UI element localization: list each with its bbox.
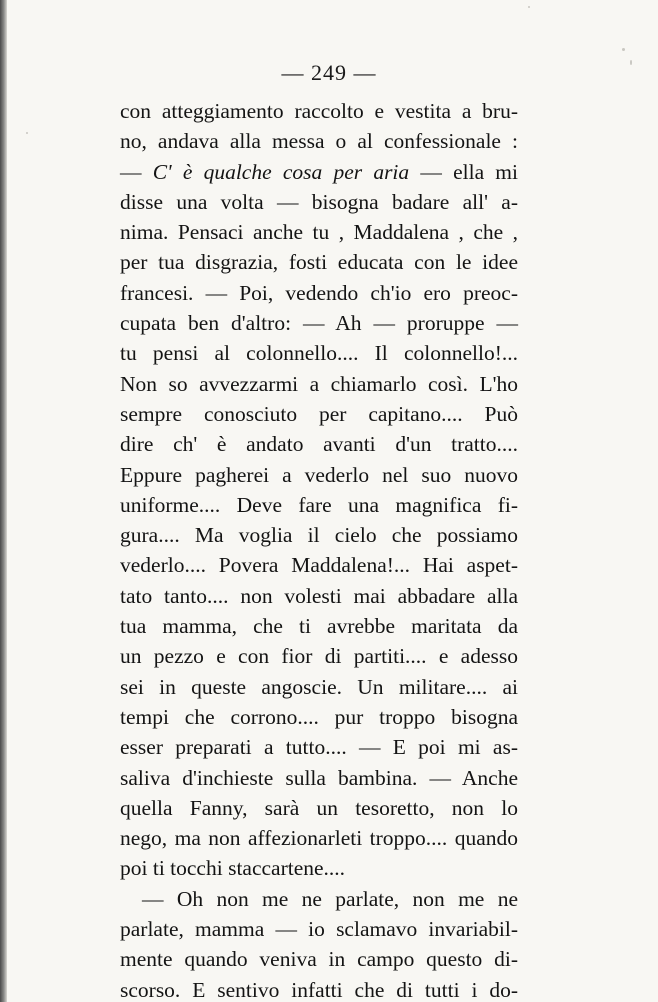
text-line: sei in queste angoscie. Un militare.... ai (120, 674, 518, 699)
text-line: Eppure pagherei a vederlo nel suo nuovo (120, 462, 518, 487)
body-text (120, 96, 518, 1002)
text-line: mente quando veniva in campo questo di- (120, 947, 518, 972)
text-line-paragraph-end: poi ti tocchi staccartene.... (120, 856, 346, 881)
page-number: — 249 — (281, 60, 377, 85)
text-line: tato tanto.... non volesti mai abbadare alla (120, 583, 518, 608)
paper-speck (622, 48, 625, 51)
text-line: sempre conosciuto per capitano.... Può (120, 401, 518, 426)
text-line: esser preparati a tutto.... — E poi mi as- (120, 735, 518, 760)
paper-speck (26, 132, 28, 134)
text-line-with-italic (120, 157, 518, 187)
text-line: Non so avvezzarmi a chiamarlo così. L'ho (120, 371, 518, 396)
text-line: disse una volta — bisogna badare all' a- (120, 189, 518, 214)
dash: — (120, 159, 153, 184)
text-line: francesi. — Poi, vedendo ch'io ero preoc- (120, 280, 518, 305)
italic-quote: C' è qualche cosa per aria (152, 159, 410, 184)
text-line: no, andava alla messa o al confessionale : (120, 129, 518, 154)
text-line: con atteggiamento raccolto e vestita a bru- (120, 99, 518, 123)
text-line: vederlo.... Povera Maddalena!... Hai aspet- (120, 553, 518, 578)
text-line-paragraph-start: — Oh non me ne parlate, non me ne (142, 886, 518, 911)
text-line: parlate, mamma — io sclamavo invariabil- (120, 917, 518, 942)
text-line: cupata ben d'altro: — Ah — proruppe — (120, 311, 518, 336)
paper-speck (528, 6, 530, 8)
text-line: nima. Pensaci anche tu , Maddalena , che , (120, 220, 518, 245)
text-line: gura.... Ma voglia il cielo che possiamo (120, 523, 518, 548)
text-line: scorso. E sentivo infatti che di tutti i do- (120, 977, 518, 1002)
text-line: un pezzo e con fior di partiti.... e adesso (120, 644, 518, 669)
line-rest: — ella mi (409, 159, 519, 184)
text-line: tempi che corrono.... pur troppo bisogna (120, 704, 518, 729)
text-line: dire ch' è andato avanti d'un tratto.... (120, 432, 518, 457)
text-line: tua mamma, che ti avrebbe maritata da (120, 614, 518, 639)
text-line: saliva d'inchieste sulla bambina. — Anche (120, 765, 518, 790)
text-line: quella Fanny, sarà un tesoretto, non lo (120, 795, 518, 820)
text-line: tu pensi al colonnello.... Il colonnello!... (120, 341, 518, 366)
text-line: per tua disgrazia, fosti educata con le idee (120, 250, 518, 275)
text-line: uniforme.... Deve fare una magnifica fi- (120, 492, 518, 517)
text-line: nego, ma non affezionarleti troppo.... quando (120, 826, 518, 851)
binding-edge (0, 0, 7, 1002)
